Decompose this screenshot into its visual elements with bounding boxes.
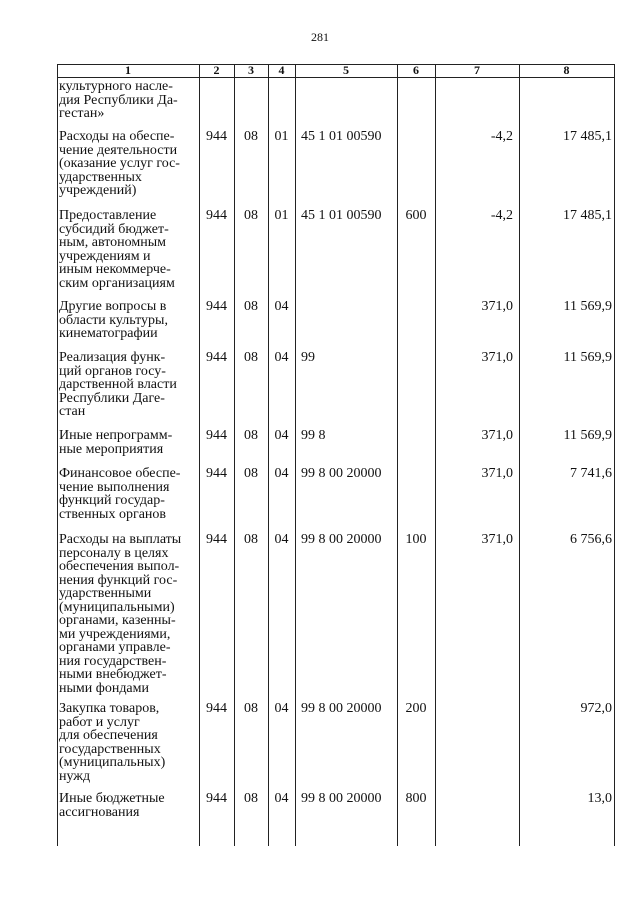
row-subsection: 01 <box>274 129 289 144</box>
row-target: 99 <box>301 350 315 365</box>
row-code: 944 <box>206 428 227 443</box>
row-change: -4,2 <box>490 129 513 144</box>
row-total: 972,0 <box>580 701 612 716</box>
col-border <box>57 64 58 846</box>
row-code: 944 <box>206 208 227 223</box>
row-type: 800 <box>405 791 427 806</box>
row-total: 6 756,6 <box>570 532 612 547</box>
row-code: 944 <box>206 299 227 314</box>
col-border <box>268 64 269 846</box>
col-border <box>295 64 296 846</box>
row-change: -4,2 <box>490 208 513 223</box>
row-subsection: 04 <box>274 466 289 481</box>
col-border <box>519 64 520 846</box>
column-header: 7 <box>474 63 480 77</box>
row-subsection: 04 <box>274 428 289 443</box>
row-target: 99 8 00 20000 <box>301 532 382 547</box>
row-subsection: 04 <box>274 299 289 314</box>
column-header: 5 <box>343 63 349 77</box>
row-change: 371,0 <box>481 299 513 314</box>
row-name: культурного насле- дия Республики Да- гестан» <box>59 79 178 121</box>
row-type: 100 <box>405 532 427 547</box>
col-border <box>397 64 398 846</box>
row-total: 11 569,9 <box>563 350 612 365</box>
row-section: 08 <box>244 532 258 547</box>
row-name: Расходы на выплаты персоналу в целях обеспечения выпол- нения функций гос- ударственными (муниципальными) органами, казенны- ми учреждениями, органами управле- ния государствен- ными внебюджет- ными фондами <box>59 532 182 696</box>
row-target: 99 8 <box>301 428 326 443</box>
row-total: 11 569,9 <box>563 299 612 314</box>
row-subsection: 04 <box>274 532 289 547</box>
row-section: 08 <box>244 129 258 144</box>
row-target: 99 8 00 20000 <box>301 701 382 716</box>
row-section: 08 <box>244 428 258 443</box>
row-change: 371,0 <box>481 532 513 547</box>
row-name: Иные бюджетные ассигнования <box>59 791 165 820</box>
column-header: 6 <box>413 63 419 77</box>
row-section: 08 <box>244 350 258 365</box>
row-target: 45 1 01 00590 <box>301 129 382 144</box>
column-header: 8 <box>563 63 570 77</box>
row-total: 17 485,1 <box>563 208 612 223</box>
row-target: 45 1 01 00590 <box>301 208 382 223</box>
row-subsection: 04 <box>274 791 289 806</box>
row-section: 08 <box>244 701 258 716</box>
row-name: Финансовое обеспе- чение выполнения функций государ- ственных органов <box>59 466 181 522</box>
row-type: 200 <box>405 701 427 716</box>
row-change: 371,0 <box>481 466 513 481</box>
row-name: Предоставление субсидий бюджет- ным, автономным учреждениям и иным некоммерче- ским организациям <box>59 208 175 291</box>
row-target: 99 8 00 20000 <box>301 791 382 806</box>
page-number: 281 <box>311 30 329 44</box>
row-name: Другие вопросы в области культуры, кинематографии <box>59 299 168 341</box>
row-code: 944 <box>206 129 227 144</box>
row-name: Иные непрограмм- ные мероприятия <box>59 428 173 457</box>
row-total: 11 569,9 <box>563 428 612 443</box>
row-total: 17 485,1 <box>563 129 612 144</box>
col-border <box>614 64 615 846</box>
col-border <box>234 64 235 846</box>
row-code: 944 <box>206 701 227 716</box>
row-code: 944 <box>206 466 227 481</box>
row-name: Расходы на обеспе- чение деятельности (оказание услуг гос- ударственных учреждений) <box>59 129 180 198</box>
row-section: 08 <box>244 208 258 223</box>
column-header: 2 <box>213 63 220 77</box>
row-subsection: 04 <box>274 350 289 365</box>
header-bottom-border <box>57 77 615 78</box>
row-subsection: 01 <box>274 208 289 223</box>
row-subsection: 04 <box>274 701 289 716</box>
col-border <box>199 64 200 846</box>
column-header: 1 <box>125 63 131 77</box>
row-change: 371,0 <box>481 428 513 443</box>
column-header: 4 <box>278 63 285 77</box>
row-code: 944 <box>206 791 227 806</box>
row-name: Реализация функ- ций органов госу- дарственной власти Республики Даге- стан <box>59 350 177 419</box>
row-type: 600 <box>405 208 427 223</box>
row-code: 944 <box>206 532 227 547</box>
row-section: 08 <box>244 299 258 314</box>
budget-table <box>57 64 615 846</box>
row-total: 7 741,6 <box>570 466 612 481</box>
col-border <box>435 64 436 846</box>
row-section: 08 <box>244 791 258 806</box>
row-name: Закупка товаров, работ и услуг для обеспечения государственных (муниципальных) нужд <box>59 701 166 784</box>
row-code: 944 <box>206 350 227 365</box>
row-target: 99 8 00 20000 <box>301 466 382 481</box>
row-total: 13,0 <box>587 791 612 806</box>
row-change: 371,0 <box>481 350 513 365</box>
row-section: 08 <box>244 466 258 481</box>
column-header: 3 <box>248 63 254 77</box>
